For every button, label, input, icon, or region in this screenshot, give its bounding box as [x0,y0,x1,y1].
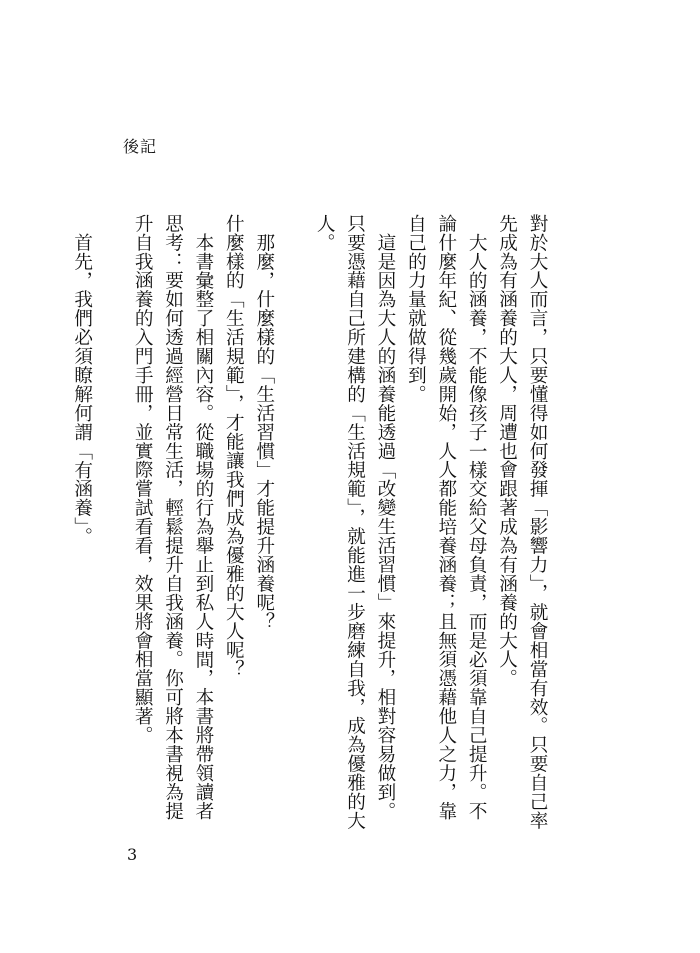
paragraph: 本書彙整了相關內容。從職場的行為舉止到私人時間，本書將帶領讀者思考：要如何透過經營日常生活，輕鬆提升自我涵養。你可將本書視為提升自我涵養的入門手冊，並實際嘗試看看，效果將會相當顯著。 [132,214,214,821]
paragraph: 那麼，什麼樣的「生活習慣」才能提升涵養呢？ [253,232,275,631]
running-header: 後記 [123,137,158,156]
vertical-body-text [66,214,552,834]
page-number: 3 [127,845,138,864]
paragraph: 大人的涵養，不能像孩子一樣交給父母負責，而是必須靠自己提升。不論什麼年紀、從幾歲開始，人人都能培養涵養；且無須憑藉他人之力，靠自己的力量就做得到。 [405,214,488,821]
paragraph: 對於大人而言，只要懂得如何發揮「影響力」，就會相當有效。只要自己率先成為有涵養的大人，周遭也會跟著成為有涵養的大人。 [496,214,548,831]
paragraph: 什麼樣的「生活規範」，才能讓我們成為優雅的大人呢？ [223,214,245,679]
paragraph: 首先，我們必須瞭解何謂「有涵養」。 [71,232,93,546]
paragraph: 這是因為大人的涵養能透過「改變生活習慣」來提升，相對容易做到。只要憑藉自己所建構的「生活規範」，就能進一步磨練自我，成為優雅的大人。 [314,214,396,831]
